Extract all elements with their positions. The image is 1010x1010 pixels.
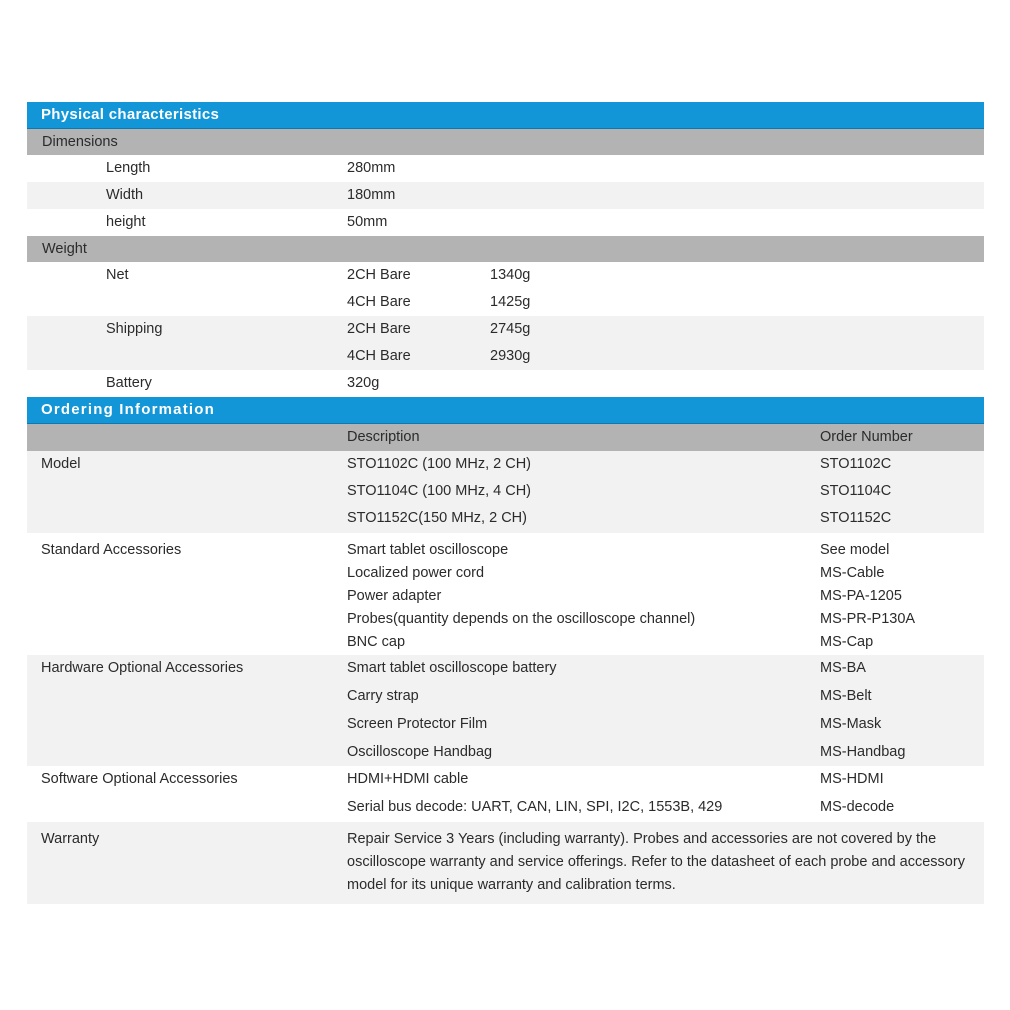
ordering-column-headers — [27, 424, 984, 451]
weight-row-battery — [27, 370, 984, 397]
weight-variant: 4CH Bare — [347, 294, 411, 310]
dimension-row-width — [27, 182, 984, 209]
weight-group-label: Weight — [27, 236, 984, 262]
model-description: STO1152C(150 MHz, 2 CH) — [347, 510, 527, 526]
accessory-description: HDMI+HDMI cable — [347, 771, 469, 787]
dimension-name: height — [106, 214, 146, 230]
dimension-value: 180mm — [347, 187, 396, 203]
weight-value: 1340g — [490, 267, 531, 283]
weight-row-shipping-4ch — [27, 343, 984, 370]
standard-accessories-section — [27, 533, 984, 655]
accessory-order-number: MS-BA — [820, 660, 866, 676]
accessory-order-number: MS-Cap — [820, 634, 874, 650]
spec-sheet — [27, 102, 984, 904]
model-order-number: STO1152C — [820, 510, 892, 526]
accessory-row — [27, 608, 984, 631]
weight-variant: 2CH Bare — [347, 321, 411, 337]
accessory-description: Oscilloscope Handbag — [347, 744, 493, 760]
accessory-description: Carry strap — [347, 688, 419, 704]
standard-accessories-label: Standard Accessories — [41, 542, 182, 558]
accessory-order-number: MS-Mask — [820, 716, 882, 732]
ordering-information-header: Ordering Information — [27, 397, 984, 424]
weight-value: 320g — [347, 375, 380, 391]
accessory-row — [27, 766, 984, 794]
dimension-value: 50mm — [347, 214, 388, 230]
accessory-order-number: MS-PR-P130A — [820, 611, 916, 627]
accessory-row — [27, 539, 984, 562]
weight-row-net-4ch — [27, 289, 984, 316]
model-section — [27, 451, 984, 533]
accessory-description: Power adapter — [347, 588, 442, 604]
dimensions-group-label: Dimensions — [27, 129, 984, 155]
accessory-row — [27, 585, 984, 608]
accessory-order-number: MS-decode — [820, 799, 895, 815]
model-label: Model — [41, 456, 81, 472]
accessory-row — [27, 562, 984, 585]
accessory-row — [27, 711, 984, 739]
accessory-description: Smart tablet oscilloscope — [347, 542, 509, 558]
hardware-accessories-section — [27, 655, 984, 766]
model-order-number: STO1104C — [820, 483, 892, 499]
model-description: STO1104C (100 MHz, 4 CH) — [347, 483, 531, 499]
accessory-order-number: See model — [820, 542, 890, 558]
weight-type-net: Net — [106, 267, 129, 283]
dimension-row-length — [27, 155, 984, 182]
model-row — [27, 505, 984, 533]
accessory-description: Probes(quantity depends on the oscilloscope channel) — [347, 611, 696, 627]
description-column-header: Description — [347, 429, 420, 445]
model-order-number: STO1102C — [820, 456, 892, 472]
weight-type-shipping: Shipping — [106, 321, 163, 337]
accessory-order-number: MS-Handbag — [820, 744, 906, 760]
hardware-accessories-label: Hardware Optional Accessories — [41, 660, 244, 676]
weight-value: 2745g — [490, 321, 531, 337]
accessory-order-number: MS-Cable — [820, 565, 885, 581]
accessory-row — [27, 631, 984, 654]
physical-characteristics-header: Physical characteristics — [27, 102, 984, 129]
warranty-text: Repair Service 3 Years (including warranty). Probes and accessories are not covered by the oscilloscope warranty and service offerings. Refer to the datasheet of each probe and accessory model for its unique warranty and calibration terms. — [347, 831, 965, 893]
warranty-label: Warranty — [41, 831, 100, 847]
accessory-order-number: MS-Belt — [820, 688, 872, 704]
weight-value: 2930g — [490, 348, 531, 364]
accessory-row — [27, 655, 984, 683]
accessory-row — [27, 794, 984, 822]
accessory-description: BNC cap — [347, 634, 406, 650]
weight-row-shipping-2ch — [27, 316, 984, 343]
accessory-description: Localized power cord — [347, 565, 485, 581]
model-row — [27, 478, 984, 505]
accessory-order-number: MS-HDMI — [820, 771, 884, 787]
accessory-description: Screen Protector Film — [347, 716, 488, 732]
model-description: STO1102C (100 MHz, 2 CH) — [347, 456, 531, 472]
weight-type-battery: Battery — [106, 375, 152, 391]
accessory-order-number: MS-PA-1205 — [820, 588, 902, 604]
dimension-value: 280mm — [347, 160, 396, 176]
accessory-description: Smart tablet oscilloscope battery — [347, 660, 557, 676]
accessory-description: Serial bus decode: UART, CAN, LIN, SPI, I2C, 1553B, 429 — [347, 799, 723, 815]
dimension-name: Width — [106, 187, 144, 203]
dimension-row-height — [27, 209, 984, 236]
accessory-row — [27, 739, 984, 766]
order-number-column-header: Order Number — [820, 429, 913, 445]
model-row — [27, 451, 984, 478]
weight-variant: 2CH Bare — [347, 267, 411, 283]
software-accessories-label: Software Optional Accessories — [41, 771, 238, 787]
warranty-section — [27, 822, 984, 904]
software-accessories-section — [27, 766, 984, 822]
accessory-row — [27, 683, 984, 711]
dimension-name: Length — [106, 160, 151, 176]
weight-variant: 4CH Bare — [347, 348, 411, 364]
weight-row-net-2ch — [27, 262, 984, 289]
weight-value: 1425g — [490, 294, 531, 310]
